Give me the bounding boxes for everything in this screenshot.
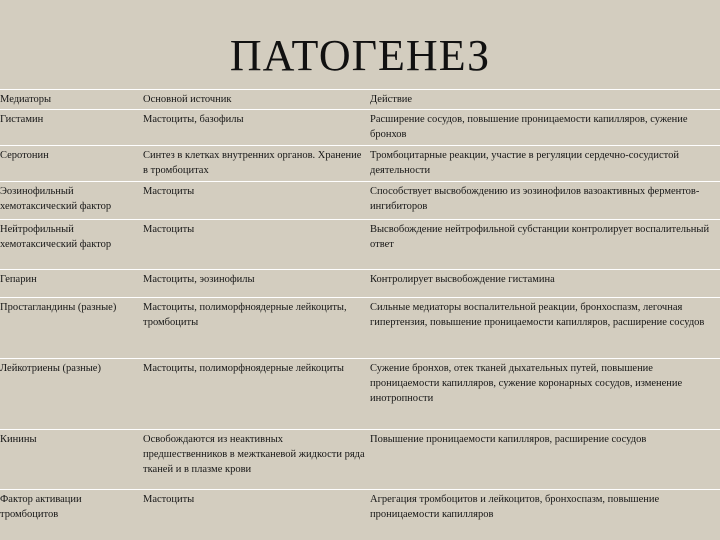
cell-action: Контролирует высвобождение гистамина <box>370 270 720 298</box>
cell-mediator: Кинины <box>0 430 143 490</box>
header-source: Основной источник <box>143 90 370 110</box>
cell-action: Повышение проницаемости капилляров, расширение сосудов <box>370 430 720 490</box>
cell-source: Мастоциты, полиморфноядерные лейкоциты, тромбоциты <box>143 298 370 359</box>
cell-mediator: Гистамин <box>0 110 143 146</box>
cell-action: Расширение сосудов, повышение проницаемости капилляров, сужение бронхов <box>370 110 720 146</box>
table-row <box>0 146 720 182</box>
cell-action: Сужение бронхов, отек тканей дыхательных путей, повышение проницаемости капилляров, сужение коронарных сосудов, изменение инотропности <box>370 359 720 430</box>
cell-source: Мастоциты, эозинофилы <box>143 270 370 298</box>
table-header-row <box>0 90 720 110</box>
cell-mediator: Эозинофильный хемотаксический фактор <box>0 182 143 220</box>
header-mediators: Медиаторы <box>0 90 143 110</box>
cell-action: Агрегация тромбоцитов и лейкоцитов, бронхоспазм, повышение проницаемости капилляров <box>370 490 720 530</box>
cell-mediator: Фактор активации тромбоцитов <box>0 490 143 530</box>
header-action: Действие <box>370 90 720 110</box>
cell-mediator: Нейтрофильный хемотаксический фактор <box>0 220 143 270</box>
cell-source: Мастоциты <box>143 220 370 270</box>
cell-mediator: Лейкотриены (разные) <box>0 359 143 430</box>
cell-mediator: Гепарин <box>0 270 143 298</box>
cell-action: Способствует высвобождению из эозинофилов вазоактивных ферментов-ингибиторов <box>370 182 720 220</box>
cell-action: Сильные медиаторы воспалительной реакции, бронхоспазм, легочная гипертензия, повышение проницаемости капилляров, расширение сосудов <box>370 298 720 359</box>
table-row <box>0 430 720 490</box>
cell-action: Высвобождение нейтрофильной субстанции контролирует воспалительный ответ <box>370 220 720 270</box>
table-row <box>0 298 720 359</box>
table-row <box>0 270 720 298</box>
table-row <box>0 110 720 146</box>
cell-source: Мастоциты, полиморфноядерные лейкоциты <box>143 359 370 430</box>
cell-action: Тромбоцитарные реакции, участие в регуляции сердечно-сосудистой деятельности <box>370 146 720 182</box>
cell-source: Мастоциты, базофилы <box>143 110 370 146</box>
cell-source: Освобождаются из неактивных предшественников в межтканевой жидкости ряда тканей и в плазме крови <box>143 430 370 490</box>
cell-source: Мастоциты <box>143 182 370 220</box>
table-row <box>0 359 720 430</box>
cell-source: Мастоциты <box>143 490 370 530</box>
slide-title: ПАТОГЕНЕЗ <box>229 31 491 80</box>
cell-mediator: Серотонин <box>0 146 143 182</box>
mediators-table <box>0 89 720 530</box>
cell-source: Синтез в клетках внутренних органов. Хранение в тромбоцитах <box>143 146 370 182</box>
table-row <box>0 490 720 530</box>
cell-mediator: Простагландины (разные) <box>0 298 143 359</box>
table-row <box>0 220 720 270</box>
table-row <box>0 182 720 220</box>
